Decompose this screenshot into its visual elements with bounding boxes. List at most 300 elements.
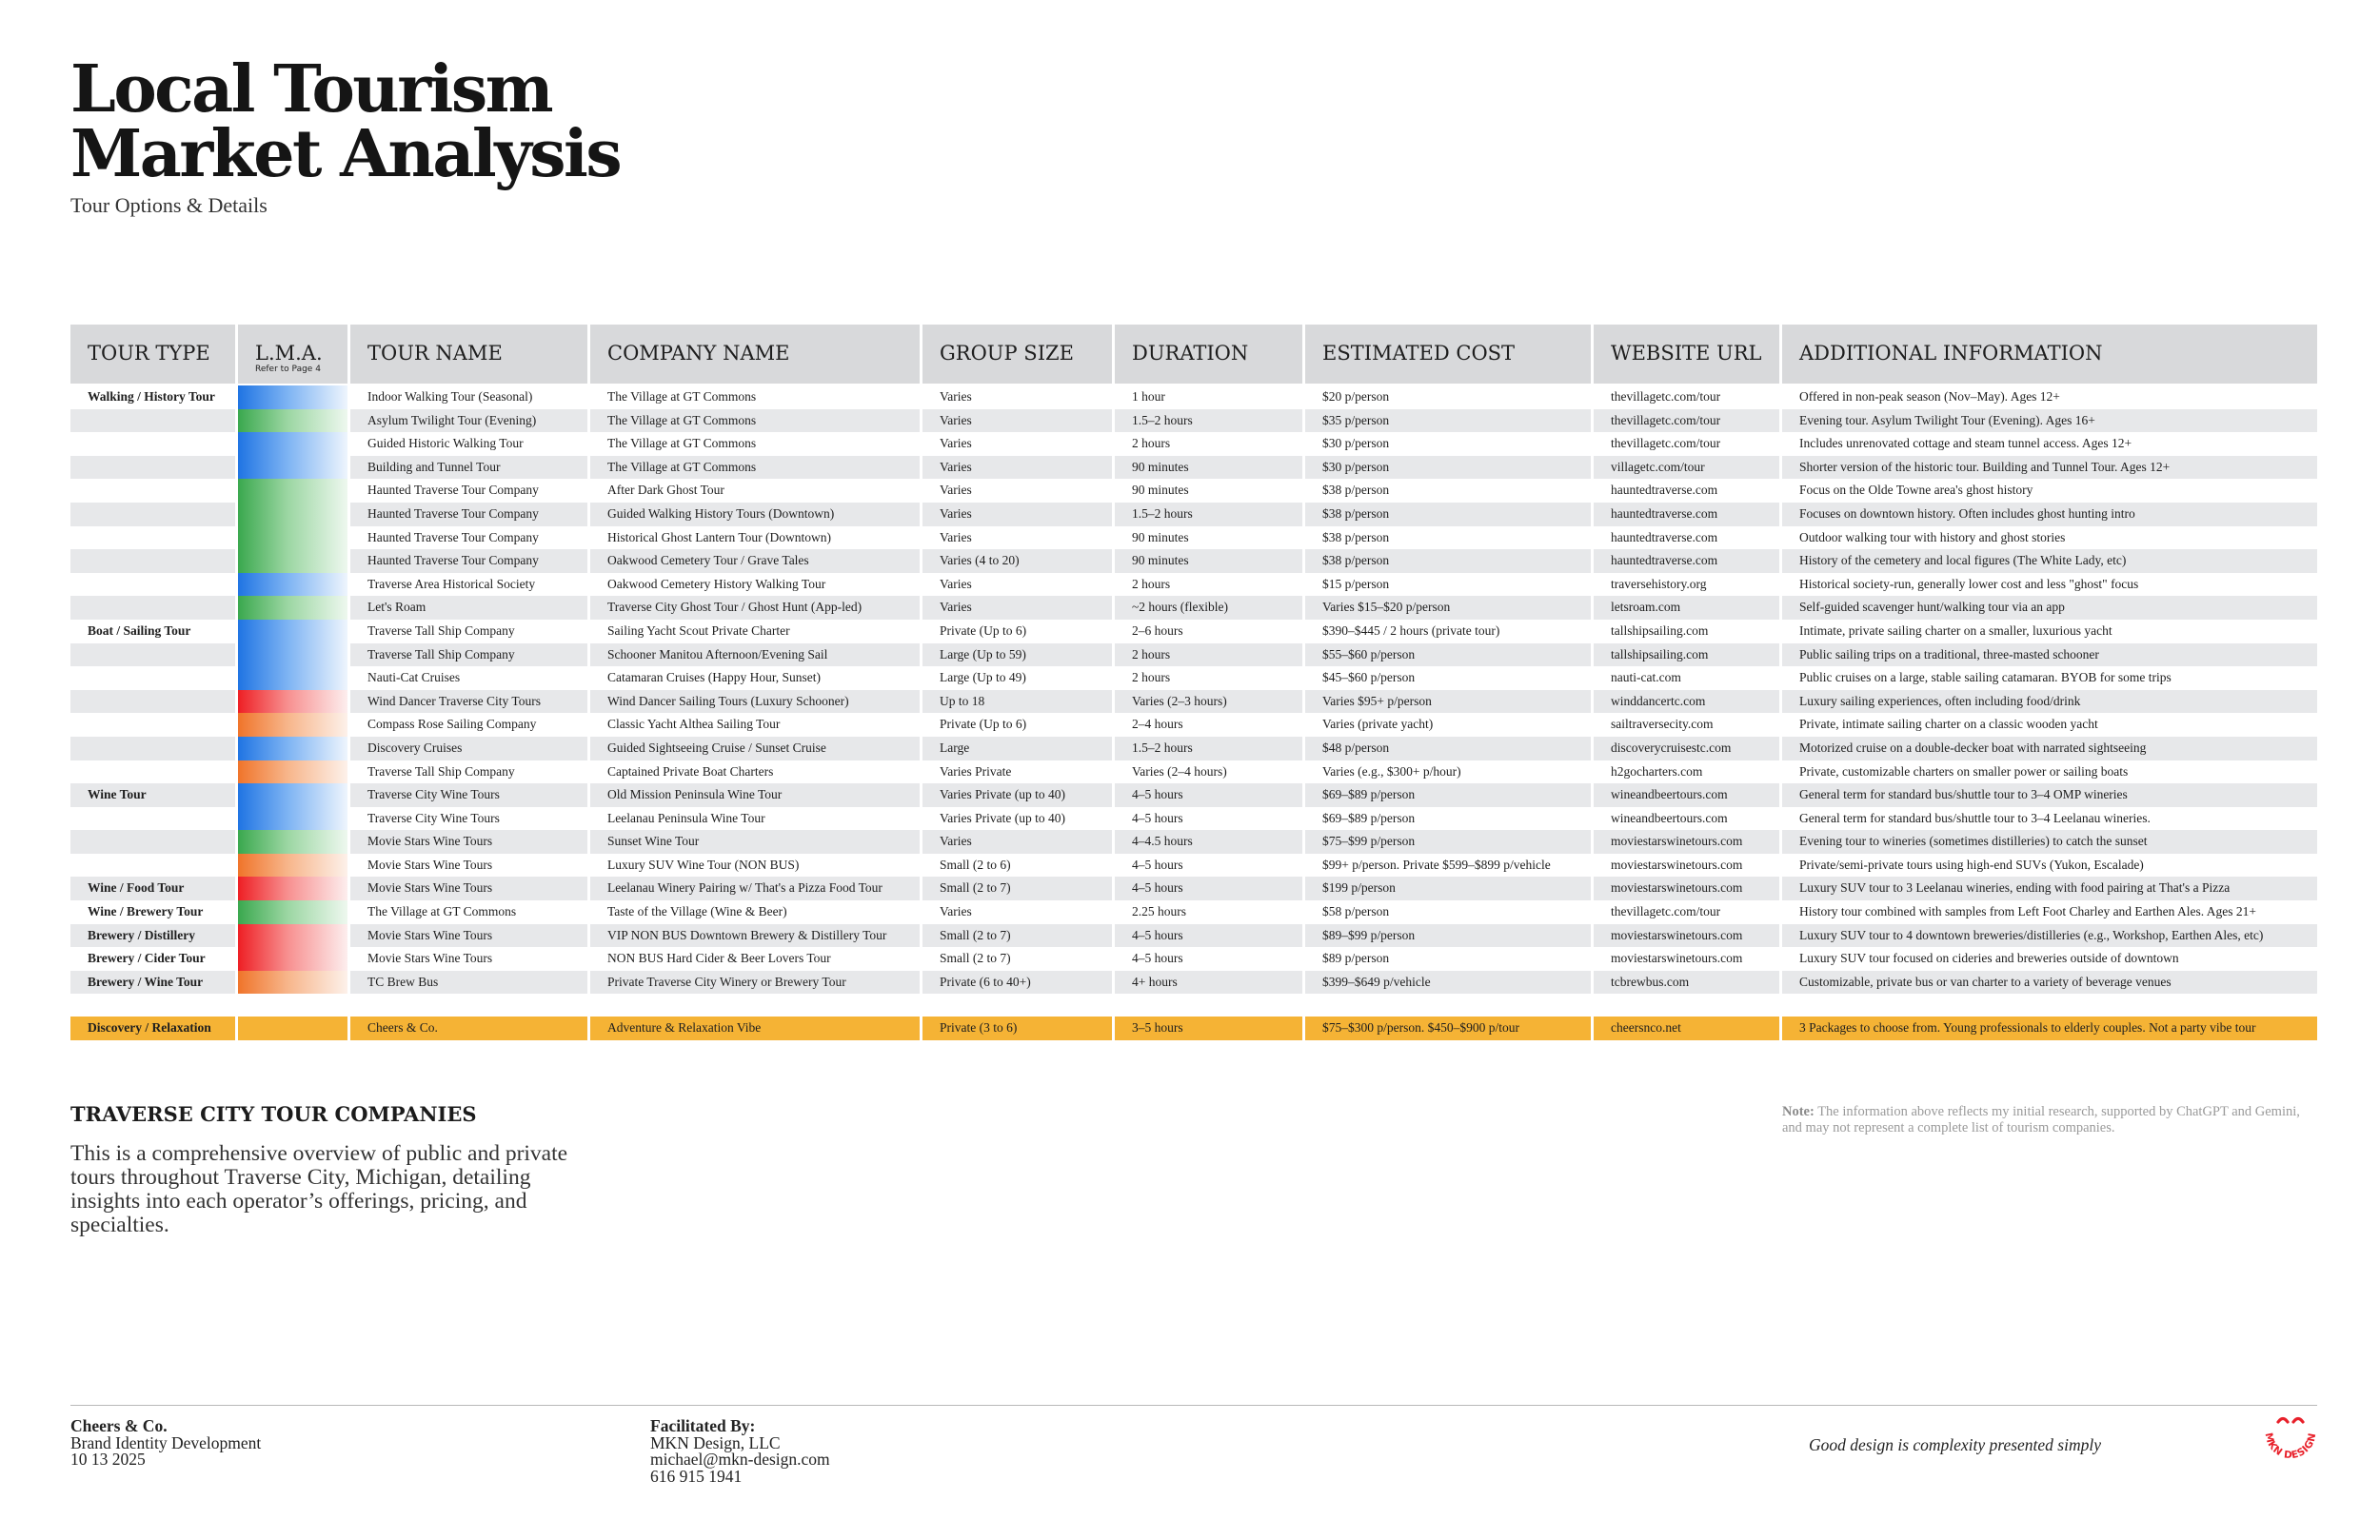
- additional-info-cell: General term for standard bus/shuttle tour to 3–4 Leelanau wineries.: [1799, 810, 2151, 825]
- estimated-cost-cell: $15 p/person: [1305, 573, 1594, 597]
- estimated-cost-cell: $69–$89 p/person: [1305, 783, 1594, 807]
- website-url-cell[interactable]: discoverycruisestc.com: [1594, 737, 1782, 760]
- additional-info-cell: Outdoor walking tour with history and ghost stories: [1799, 529, 2066, 544]
- duration-cell: 2 hours: [1115, 573, 1305, 597]
- website-url-cell[interactable]: winddancertc.com: [1594, 690, 1782, 714]
- estimated-cost-cell: $38 p/person: [1305, 549, 1594, 573]
- company-name-cell: The Village at GT Commons: [590, 456, 922, 480]
- additional-info-cell: Private, intimate sailing charter on a classic wooden yacht: [1799, 717, 2098, 732]
- estimated-cost-cell: $75–$99 p/person: [1305, 830, 1594, 854]
- website-url-cell[interactable]: thevillagetc.com/tour: [1594, 409, 1782, 433]
- lma-cell: [238, 807, 350, 831]
- group-size-cell: Private (6 to 40+): [922, 971, 1115, 995]
- lma-cell: [238, 573, 350, 597]
- additional-info-cell: Self-guided scavenger hunt/walking tour via an app: [1799, 600, 2065, 615]
- header-website-url-label: WEBSITE URL: [1611, 342, 1762, 365]
- table-row: [70, 924, 2317, 948]
- tour-type-cell: Wine / Brewery Tour: [70, 900, 238, 924]
- mkn-design-logo: [2258, 1412, 2323, 1470]
- website-url-cell[interactable]: thevillagetc.com/tour: [1594, 432, 1782, 456]
- group-size-cell: Up to 18: [922, 690, 1115, 714]
- duration-cell: Varies (2–4 hours): [1115, 760, 1305, 784]
- research-note: [1782, 1104, 2315, 1136]
- table-row: [70, 783, 2317, 807]
- group-size-cell: Varies: [922, 409, 1115, 433]
- tour-name-cell: Haunted Traverse Tour Company: [350, 549, 590, 573]
- duration-cell: 2 hours: [1115, 432, 1305, 456]
- additional-info-cell: Evening tour. Asylum Twilight Tour (Evening). Ages 16+: [1799, 412, 2095, 427]
- estimated-cost-cell: $399–$649 p/vehicle: [1305, 971, 1594, 995]
- group-size-cell: Small (2 to 7): [922, 924, 1115, 948]
- additional-info-cell: Historical society-run, generally lower cost and less "ghost" focus: [1799, 576, 2139, 591]
- table-row: [70, 573, 2317, 597]
- table-row: [70, 971, 2317, 995]
- group-size-cell: Varies: [922, 479, 1115, 503]
- additional-info-cell: History of the cemetery and local figures (The White Lady, etc): [1799, 553, 2127, 568]
- additional-info-cell: Focuses on downtown history. Often includes ghost hunting intro: [1799, 505, 2135, 521]
- table-header: [70, 325, 2317, 384]
- company-name-cell: Leelanau Peninsula Wine Tour: [590, 807, 922, 831]
- company-name-cell: Taste of the Village (Wine & Beer): [590, 900, 922, 924]
- tour-type-cell: [70, 760, 238, 784]
- duration-cell: 90 minutes: [1115, 526, 1305, 550]
- website-url-cell[interactable]: tallshipsailing.com: [1594, 620, 1782, 643]
- additional-info-cell: Focus on the Olde Towne area's ghost history: [1799, 483, 2033, 498]
- header-estimated-cost-label: ESTIMATED COST: [1322, 342, 1516, 365]
- footer-facilitator-heading: Facilitated By:: [650, 1416, 756, 1435]
- lma-blue-gradient-swatch: [238, 666, 347, 690]
- tour-name-cell: Indoor Walking Tour (Seasonal): [350, 385, 590, 409]
- additional-info-cell: Shorter version of the historic tour. Building and Tunnel Tour. Ages 12+: [1799, 459, 2171, 474]
- footer-client: [70, 1418, 261, 1469]
- website-url-cell[interactable]: traversehistory.org: [1594, 573, 1782, 597]
- tour-name-cell: Traverse City Wine Tours: [350, 807, 590, 831]
- website-url-cell[interactable]: moviestarswinetours.com: [1594, 924, 1782, 948]
- tour-name-cell: Traverse Tall Ship Company: [350, 760, 590, 784]
- header-lma-label: L.M.A.: [255, 342, 323, 365]
- lma-cell: [238, 737, 350, 760]
- tour-name-cell: Movie Stars Wine Tours: [350, 854, 590, 878]
- header-tour-name-label: TOUR NAME: [367, 342, 503, 365]
- tour-name-cell: Compass Rose Sailing Company: [350, 713, 590, 737]
- tour-type-cell: [70, 737, 238, 760]
- company-name-cell: Catamaran Cruises (Happy Hour, Sunset): [590, 666, 922, 690]
- lma-cell: [238, 503, 350, 526]
- header-company-name-label: COMPANY NAME: [607, 342, 790, 365]
- tour-type-cell: [70, 666, 238, 690]
- group-size-cell: Varies: [922, 830, 1115, 854]
- tour-name-cell: Wind Dancer Traverse City Tours: [350, 690, 590, 714]
- additional-info-cell: 3 Packages to choose from. Young professionals to elderly couples. Not a party vibe tour: [1799, 1020, 2256, 1036]
- tour-type-cell: [70, 830, 238, 854]
- duration-cell: 4–5 hours: [1115, 783, 1305, 807]
- company-name-cell: Traverse City Ghost Tour / Ghost Hunt (App-led): [590, 596, 922, 620]
- company-name-cell: The Village at GT Commons: [590, 385, 922, 409]
- company-name-cell: Guided Walking History Tours (Downtown): [590, 503, 922, 526]
- lma-cell: [238, 713, 350, 737]
- group-size-cell: Large (Up to 49): [922, 666, 1115, 690]
- table-row: [70, 807, 2317, 831]
- lma-orange-gradient-swatch: [238, 854, 347, 878]
- lma-cell: [238, 947, 350, 971]
- group-size-cell: Private (3 to 6): [922, 1017, 1115, 1040]
- lma-cell: [238, 924, 350, 948]
- table-row: [70, 479, 2317, 503]
- lma-cell: [238, 900, 350, 924]
- additional-info-cell: Public cruises on a large, stable sailing catamaran. BYOB for some trips: [1799, 670, 2172, 685]
- website-url-cell[interactable]: hauntedtraverse.com: [1594, 526, 1782, 550]
- group-size-cell: Varies: [922, 573, 1115, 597]
- lma-orange-gradient-swatch: [238, 971, 347, 995]
- estimated-cost-cell: $69–$89 p/person: [1305, 807, 1594, 831]
- estimated-cost-cell: $55–$60 p/person: [1305, 643, 1594, 667]
- estimated-cost-cell: $89 p/person: [1305, 947, 1594, 971]
- website-url-cell[interactable]: sailtraversecity.com: [1594, 713, 1782, 737]
- lma-cell: [238, 526, 350, 550]
- lma-cell: [238, 643, 350, 667]
- tour-name-cell: Movie Stars Wine Tours: [350, 877, 590, 900]
- additional-info-cell: Public sailing trips on a traditional, three-masted schooner: [1799, 646, 2099, 661]
- estimated-cost-cell: $30 p/person: [1305, 456, 1594, 480]
- tour-name-cell: Discovery Cruises: [350, 737, 590, 760]
- estimated-cost-cell: $199 p/person: [1305, 877, 1594, 900]
- tour-type-cell: [70, 549, 238, 573]
- lma-cell: [238, 385, 350, 409]
- duration-cell: 4–5 hours: [1115, 947, 1305, 971]
- lma-red-gradient-swatch: [238, 877, 347, 900]
- svg-text:MKN DESIGN: [2262, 1431, 2318, 1461]
- website-url-cell[interactable]: thevillagetc.com/tour: [1594, 385, 1782, 409]
- company-name-cell: Oakwood Cemetery History Walking Tour: [590, 573, 922, 597]
- duration-cell: 4–5 hours: [1115, 807, 1305, 831]
- group-size-cell: Private (Up to 6): [922, 620, 1115, 643]
- estimated-cost-cell: $89–$99 p/person: [1305, 924, 1594, 948]
- tour-name-cell: Movie Stars Wine Tours: [350, 947, 590, 971]
- duration-cell: 4–5 hours: [1115, 877, 1305, 900]
- website-url-cell[interactable]: tcbrewbus.com: [1594, 971, 1782, 995]
- tour-type-cell: [70, 573, 238, 597]
- estimated-cost-cell: $38 p/person: [1305, 479, 1594, 503]
- table-row: [70, 526, 2317, 550]
- website-url-cell[interactable]: moviestarswinetours.com: [1594, 854, 1782, 878]
- lma-none-gradient-swatch: [238, 1017, 347, 1040]
- logo-text: MKN DESIGN: [2262, 1431, 2319, 1462]
- header-additional-info-label: ADDITIONAL INFORMATION: [1799, 342, 2103, 365]
- lma-cell: [238, 971, 350, 995]
- additional-info-cell: History tour combined with samples from Left Foot Charley and Earthen Ales. Ages 21+: [1799, 904, 2257, 919]
- tour-type-cell: [70, 503, 238, 526]
- estimated-cost-cell: $390–$445 / 2 hours (private tour): [1305, 620, 1594, 643]
- tour-type-cell: Brewery / Wine Tour: [70, 971, 238, 995]
- footer-facilitator: [650, 1418, 830, 1485]
- lma-cell: [238, 596, 350, 620]
- website-url-cell[interactable]: moviestarswinetours.com: [1594, 830, 1782, 854]
- duration-cell: 90 minutes: [1115, 456, 1305, 480]
- tour-name-cell: Guided Historic Walking Tour: [350, 432, 590, 456]
- lma-cell: [238, 877, 350, 900]
- estimated-cost-cell: $35 p/person: [1305, 409, 1594, 433]
- header-tour-type-label: TOUR TYPE: [88, 342, 210, 365]
- estimated-cost-cell: $38 p/person: [1305, 526, 1594, 550]
- tour-type-cell: Wine Tour: [70, 783, 238, 807]
- group-size-cell: Varies Private (up to 40): [922, 807, 1115, 831]
- lma-cell: [238, 409, 350, 433]
- header-lma: [238, 325, 350, 384]
- group-size-cell: Varies (4 to 20): [922, 549, 1115, 573]
- duration-cell: 1.5–2 hours: [1115, 503, 1305, 526]
- tour-type-cell: [70, 690, 238, 714]
- section-heading: TRAVERSE CITY TOUR COMPANIES: [70, 1102, 477, 1126]
- table-row: [70, 900, 2317, 924]
- estimated-cost-cell: Varies (private yacht): [1305, 713, 1594, 737]
- tour-name-cell: Nauti-Cat Cruises: [350, 666, 590, 690]
- company-name-cell: Sunset Wine Tour: [590, 830, 922, 854]
- header-group-size: [922, 325, 1115, 384]
- group-size-cell: Varies: [922, 503, 1115, 526]
- estimated-cost-cell: $30 p/person: [1305, 432, 1594, 456]
- estimated-cost-cell: Varies $95+ p/person: [1305, 690, 1594, 714]
- website-url-cell[interactable]: hauntedtraverse.com: [1594, 503, 1782, 526]
- table-row: [70, 947, 2317, 971]
- duration-cell: 90 minutes: [1115, 549, 1305, 573]
- table-row: [70, 432, 2317, 456]
- tour-name-cell: Haunted Traverse Tour Company: [350, 479, 590, 503]
- lma-blue-gradient-swatch: [238, 643, 347, 667]
- table-row: [70, 713, 2317, 737]
- lma-blue-gradient-swatch: [238, 385, 347, 409]
- website-url-cell[interactable]: hauntedtraverse.com: [1594, 549, 1782, 573]
- tour-name-cell: Traverse Tall Ship Company: [350, 643, 590, 667]
- table-row: [70, 737, 2317, 760]
- additional-info-cell: Includes unrenovated cottage and steam tunnel access. Ages 12+: [1799, 436, 2132, 451]
- group-size-cell: Large (Up to 59): [922, 643, 1115, 667]
- page-title: [70, 51, 621, 192]
- lma-blue-gradient-swatch: [238, 807, 347, 831]
- tour-type-cell: [70, 526, 238, 550]
- website-url-cell[interactable]: moviestarswinetours.com: [1594, 877, 1782, 900]
- estimated-cost-cell: $48 p/person: [1305, 737, 1594, 760]
- header-additional-info: [1782, 325, 2317, 384]
- company-name-cell: Captained Private Boat Charters: [590, 760, 922, 784]
- lma-cell: [238, 456, 350, 480]
- tour-type-cell: [70, 479, 238, 503]
- tour-type-cell: Brewery / Cider Tour: [70, 947, 238, 971]
- lma-green-gradient-swatch: [238, 479, 347, 503]
- website-url-cell[interactable]: nauti-cat.com: [1594, 666, 1782, 690]
- website-url-cell[interactable]: villagetc.com/tour: [1594, 456, 1782, 480]
- duration-cell: 2 hours: [1115, 643, 1305, 667]
- footer-facilitator-company: MKN Design, LLC: [650, 1432, 781, 1452]
- company-name-cell: The Village at GT Commons: [590, 432, 922, 456]
- table-row: [70, 666, 2317, 690]
- company-name-cell: Old Mission Peninsula Wine Tour: [590, 783, 922, 807]
- tour-name-cell: Traverse City Wine Tours: [350, 783, 590, 807]
- website-url-cell[interactable]: hauntedtraverse.com: [1594, 479, 1782, 503]
- group-size-cell: Small (2 to 7): [922, 947, 1115, 971]
- header-tour-type: [70, 325, 238, 384]
- lma-cell: [238, 854, 350, 878]
- website-url-cell[interactable]: wineandbeertours.com: [1594, 783, 1782, 807]
- lma-red-gradient-swatch: [238, 924, 347, 948]
- tour-name-cell: Haunted Traverse Tour Company: [350, 503, 590, 526]
- table-row: [70, 409, 2317, 433]
- duration-cell: 90 minutes: [1115, 479, 1305, 503]
- duration-cell: 3–5 hours: [1115, 1017, 1305, 1040]
- duration-cell: 1 hour: [1115, 385, 1305, 409]
- lma-green-gradient-swatch: [238, 503, 347, 526]
- title-line-2: Market Analysis: [70, 116, 621, 192]
- section-body: This is a comprehensive overview of public and private tours throughout Traverse City, Michigan, detailing insights into each operator’s offerings, pricing, and specialties.: [70, 1141, 568, 1237]
- table-row: [70, 620, 2317, 643]
- tour-name-cell: Traverse Area Historical Society: [350, 573, 590, 597]
- footer-facilitator-email[interactable]: michael@mkn-design.com: [650, 1450, 830, 1469]
- additional-info-cell: Offered in non-peak season (Nov–May). Ages 12+: [1799, 389, 2060, 404]
- tour-name-cell: TC Brew Bus: [350, 971, 590, 995]
- additional-info-cell: Intimate, private sailing charter on a smaller, luxurious yacht: [1799, 622, 2112, 638]
- tour-type-cell: [70, 456, 238, 480]
- group-size-cell: Small (2 to 6): [922, 854, 1115, 878]
- estimated-cost-cell: $38 p/person: [1305, 503, 1594, 526]
- table-body: [70, 385, 2317, 994]
- group-size-cell: Varies: [922, 385, 1115, 409]
- website-url-cell[interactable]: h2gocharters.com: [1594, 760, 1782, 784]
- website-url-cell[interactable]: wineandbeertours.com: [1594, 807, 1782, 831]
- table-row: [70, 503, 2317, 526]
- company-name-cell: Luxury SUV Wine Tour (NON BUS): [590, 854, 922, 878]
- table-row: [70, 854, 2317, 878]
- lma-green-gradient-swatch: [238, 409, 347, 433]
- tour-name-cell: Haunted Traverse Tour Company: [350, 526, 590, 550]
- additional-info-cell: General term for standard bus/shuttle tour to 3–4 OMP wineries: [1799, 787, 2128, 802]
- header-company-name: [590, 325, 922, 384]
- lma-cell: [238, 479, 350, 503]
- tour-name-cell: Building and Tunnel Tour: [350, 456, 590, 480]
- additional-info-cell: Luxury SUV tour to 3 Leelanau wineries, ending with food pairing at That's a Pizza: [1799, 880, 2231, 896]
- group-size-cell: Varies: [922, 900, 1115, 924]
- duration-cell: 1.5–2 hours: [1115, 409, 1305, 433]
- lma-orange-gradient-swatch: [238, 713, 347, 737]
- website-url-cell[interactable]: thevillagetc.com/tour: [1594, 900, 1782, 924]
- company-name-cell: VIP NON BUS Downtown Brewery & Distillery Tour: [590, 924, 922, 948]
- tour-type-cell: [70, 432, 238, 456]
- lma-cell: [238, 620, 350, 643]
- company-name-cell: Sailing Yacht Scout Private Charter: [590, 620, 922, 643]
- group-size-cell: Varies Private: [922, 760, 1115, 784]
- website-url-cell[interactable]: tallshipsailing.com: [1594, 643, 1782, 667]
- table-row: [70, 877, 2317, 900]
- company-name-cell: Classic Yacht Althea Sailing Tour: [590, 713, 922, 737]
- note-label: Note:: [1782, 1104, 1815, 1119]
- tour-name-cell: Movie Stars Wine Tours: [350, 924, 590, 948]
- estimated-cost-cell: $99+ p/person. Private $599–$899 p/vehicle: [1305, 854, 1594, 878]
- tour-name-cell: Cheers & Co.: [350, 1017, 590, 1040]
- footer-client-line1: Brand Identity Development: [70, 1432, 262, 1452]
- lma-blue-gradient-swatch: [238, 620, 347, 643]
- lma-red-gradient-swatch: [238, 947, 347, 971]
- additional-info-cell: Evening tour to wineries (sometimes distilleries) to catch the sunset: [1799, 834, 2148, 849]
- estimated-cost-cell: Varies (e.g., $300+ p/hour): [1305, 760, 1594, 784]
- table-row: [70, 385, 2317, 409]
- duration-cell: 2.25 hours: [1115, 900, 1305, 924]
- duration-cell: ~2 hours (flexible): [1115, 596, 1305, 620]
- table-row: [70, 643, 2317, 667]
- group-size-cell: Private (Up to 6): [922, 713, 1115, 737]
- table-row: [70, 760, 2317, 784]
- company-name-cell: NON BUS Hard Cider & Beer Lovers Tour: [590, 947, 922, 971]
- lma-green-gradient-swatch: [238, 830, 347, 854]
- company-name-cell: The Village at GT Commons: [590, 409, 922, 433]
- tour-type-cell: Boat / Sailing Tour: [70, 620, 238, 643]
- table-row: [70, 596, 2317, 620]
- additional-info-cell: Private, customizable charters on smaller power or sailing boats: [1799, 763, 2129, 779]
- tour-type-cell: [70, 409, 238, 433]
- lma-green-gradient-swatch: [238, 900, 347, 924]
- group-size-cell: Varies: [922, 456, 1115, 480]
- lma-cell: [238, 432, 350, 456]
- lma-cell: [238, 783, 350, 807]
- tour-name-cell: Movie Stars Wine Tours: [350, 830, 590, 854]
- additional-info-cell: Customizable, private bus or van charter to a variety of beverage venues: [1799, 974, 2172, 989]
- duration-cell: 2–4 hours: [1115, 713, 1305, 737]
- table-row: [70, 830, 2317, 854]
- header-duration-label: DURATION: [1132, 342, 1249, 365]
- duration-cell: 2 hours: [1115, 666, 1305, 690]
- group-size-cell: Large: [922, 737, 1115, 760]
- tour-name-cell: Asylum Twilight Tour (Evening): [350, 409, 590, 433]
- additional-info-cell: Luxury sailing experiences, often including food/drink: [1799, 693, 2081, 708]
- additional-info-cell: Private/semi-private tours using high-end SUVs (Yukon, Escalade): [1799, 857, 2144, 872]
- group-size-cell: Varies: [922, 432, 1115, 456]
- highlight-row-cheers: [70, 1017, 2317, 1040]
- duration-cell: 4–4.5 hours: [1115, 830, 1305, 854]
- website-url-cell[interactable]: cheersnco.net: [1594, 1017, 1782, 1040]
- estimated-cost-cell: $75–$300 p/person. $450–$900 p/tour: [1305, 1017, 1594, 1040]
- duration-cell: 4+ hours: [1115, 971, 1305, 995]
- table-row: [70, 690, 2317, 714]
- estimated-cost-cell: $45–$60 p/person: [1305, 666, 1594, 690]
- additional-info-cell: Luxury SUV tour focused on cideries and breweries outside of downtown: [1799, 951, 2179, 966]
- tour-type-cell: Wine / Food Tour: [70, 877, 238, 900]
- table-row: [70, 456, 2317, 480]
- header-website-url: [1594, 325, 1782, 384]
- company-name-cell: Guided Sightseeing Cruise / Sunset Cruise: [590, 737, 922, 760]
- lma-blue-gradient-swatch: [238, 456, 347, 480]
- footer-tagline: Good design is complexity presented simply: [1809, 1435, 2101, 1454]
- tour-type-cell: Walking / History Tour: [70, 385, 238, 409]
- title-line-1: Local Tourism: [70, 51, 552, 128]
- table-row: [70, 549, 2317, 573]
- company-name-cell: Private Traverse City Winery or Brewery Tour: [590, 971, 922, 995]
- tour-type-cell: [70, 713, 238, 737]
- duration-cell: 4–5 hours: [1115, 854, 1305, 878]
- lma-blue-gradient-swatch: [238, 783, 347, 807]
- lma-cell: [238, 690, 350, 714]
- header-duration: [1115, 325, 1305, 384]
- tour-name-cell: Traverse Tall Ship Company: [350, 620, 590, 643]
- tour-type-cell: [70, 596, 238, 620]
- additional-info-cell: Motorized cruise on a double-decker boat with narrated sightseeing: [1799, 740, 2147, 755]
- tour-type-cell: [70, 854, 238, 878]
- lma-green-gradient-swatch: [238, 526, 347, 550]
- company-name-cell: Wind Dancer Sailing Tours (Luxury Schooner): [590, 690, 922, 714]
- lma-cell: [238, 760, 350, 784]
- website-url-cell[interactable]: moviestarswinetours.com: [1594, 947, 1782, 971]
- website-url-cell[interactable]: letsroam.com: [1594, 596, 1782, 620]
- group-size-cell: Varies Private (up to 40): [922, 783, 1115, 807]
- company-name-cell: Historical Ghost Lantern Tour (Downtown): [590, 526, 922, 550]
- page-subtitle: Tour Options & Details: [70, 193, 268, 217]
- estimated-cost-cell: $20 p/person: [1305, 385, 1594, 409]
